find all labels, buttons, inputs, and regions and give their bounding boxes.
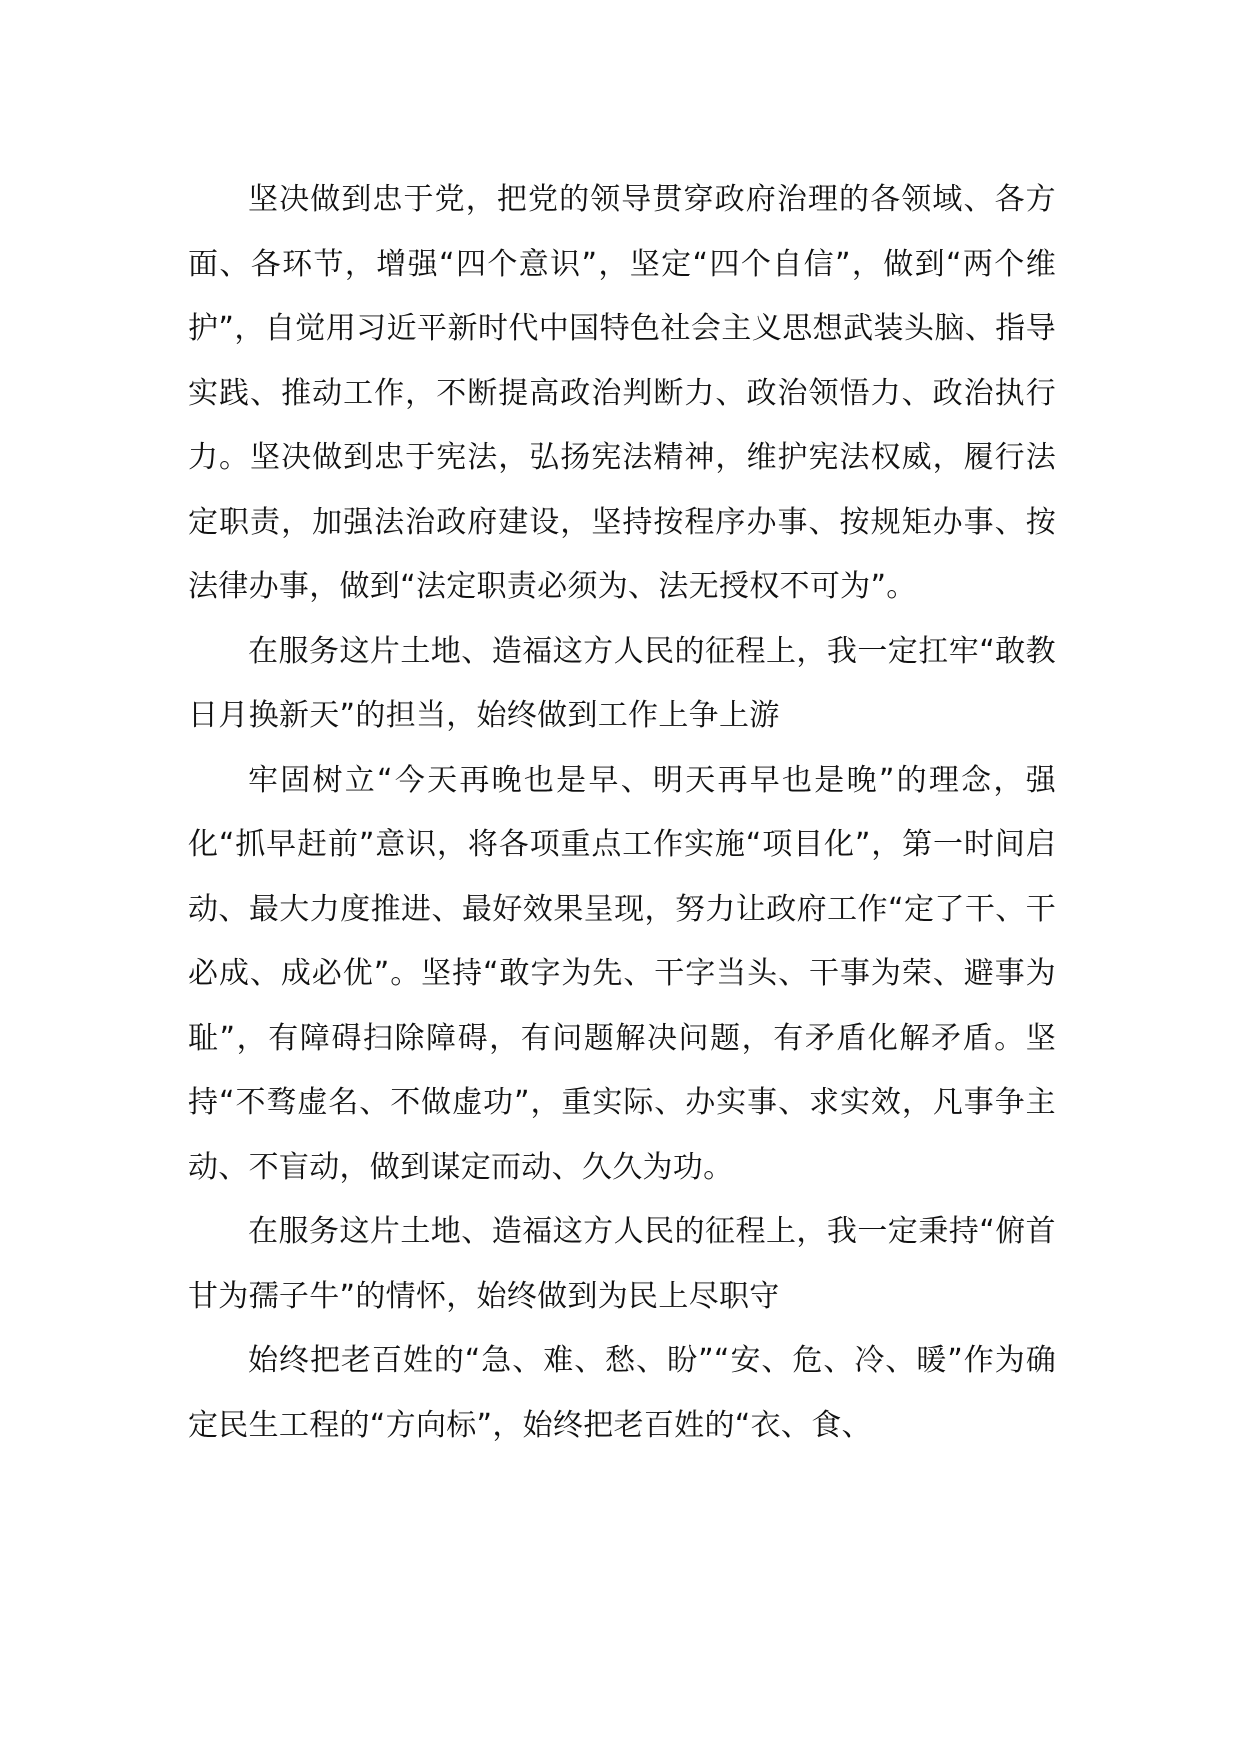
paragraph-1: 坚决做到忠于党，把党的领导贯穿政府治理的各领域、各方面、各环节，增强“四个意识”，坚定“四个自信”，做到“两个维护”，自觉用习近平新时代中国特色社会主义思想武装头脑、指导实践、推动工作，不断提高政治判断力、政治领悟力、政治执行力。坚决做到忠于宪法，弘扬宪法精神，维护宪法权威，履行法定职责，加强法治政府建设，坚持按程序办事、按规矩办事、按法律办事，做到“法定职责必须为、法无授权不可为”。 [188,182,1056,604]
paragraph-2: 在服务这片土地、造福这方人民的征程上，我一定扛牢“敢教日月换新天”的担当，始终做到工作上争上游 [188,633,1056,733]
document-body [188,168,1056,1458]
paragraph-3: 牢固树立“今天再晚也是早、明天再早也是晚”的理念，强化“抓早赶前”意识，将各项重点工作实施“项目化”，第一时间启动、最大力度推进、最好效果呈现，努力让政府工作“定了干、干必成、成必优”。坚持“敢字为先、干字当头、干事为荣、避事为耻”，有障碍扫除障碍，有问题解决问题，有矛盾化解矛盾。坚持“不骛虚名、不做虚功”，重实际、办实事、求实效，凡事争主动、不盲动，做到谋定而动、久久为功。 [188,762,1056,1185]
paragraph-4: 在服务这片土地、造福这方人民的征程上，我一定秉持“俯首甘为孺子牛”的情怀，始终做到为民上尽职守 [188,1214,1056,1314]
paragraph-5: 始终把老百姓的“急、难、愁、盼”“安、危、冷、暖”作为确定民生工程的“方向标”，始终把老百姓的“衣、食、 [188,1343,1056,1443]
